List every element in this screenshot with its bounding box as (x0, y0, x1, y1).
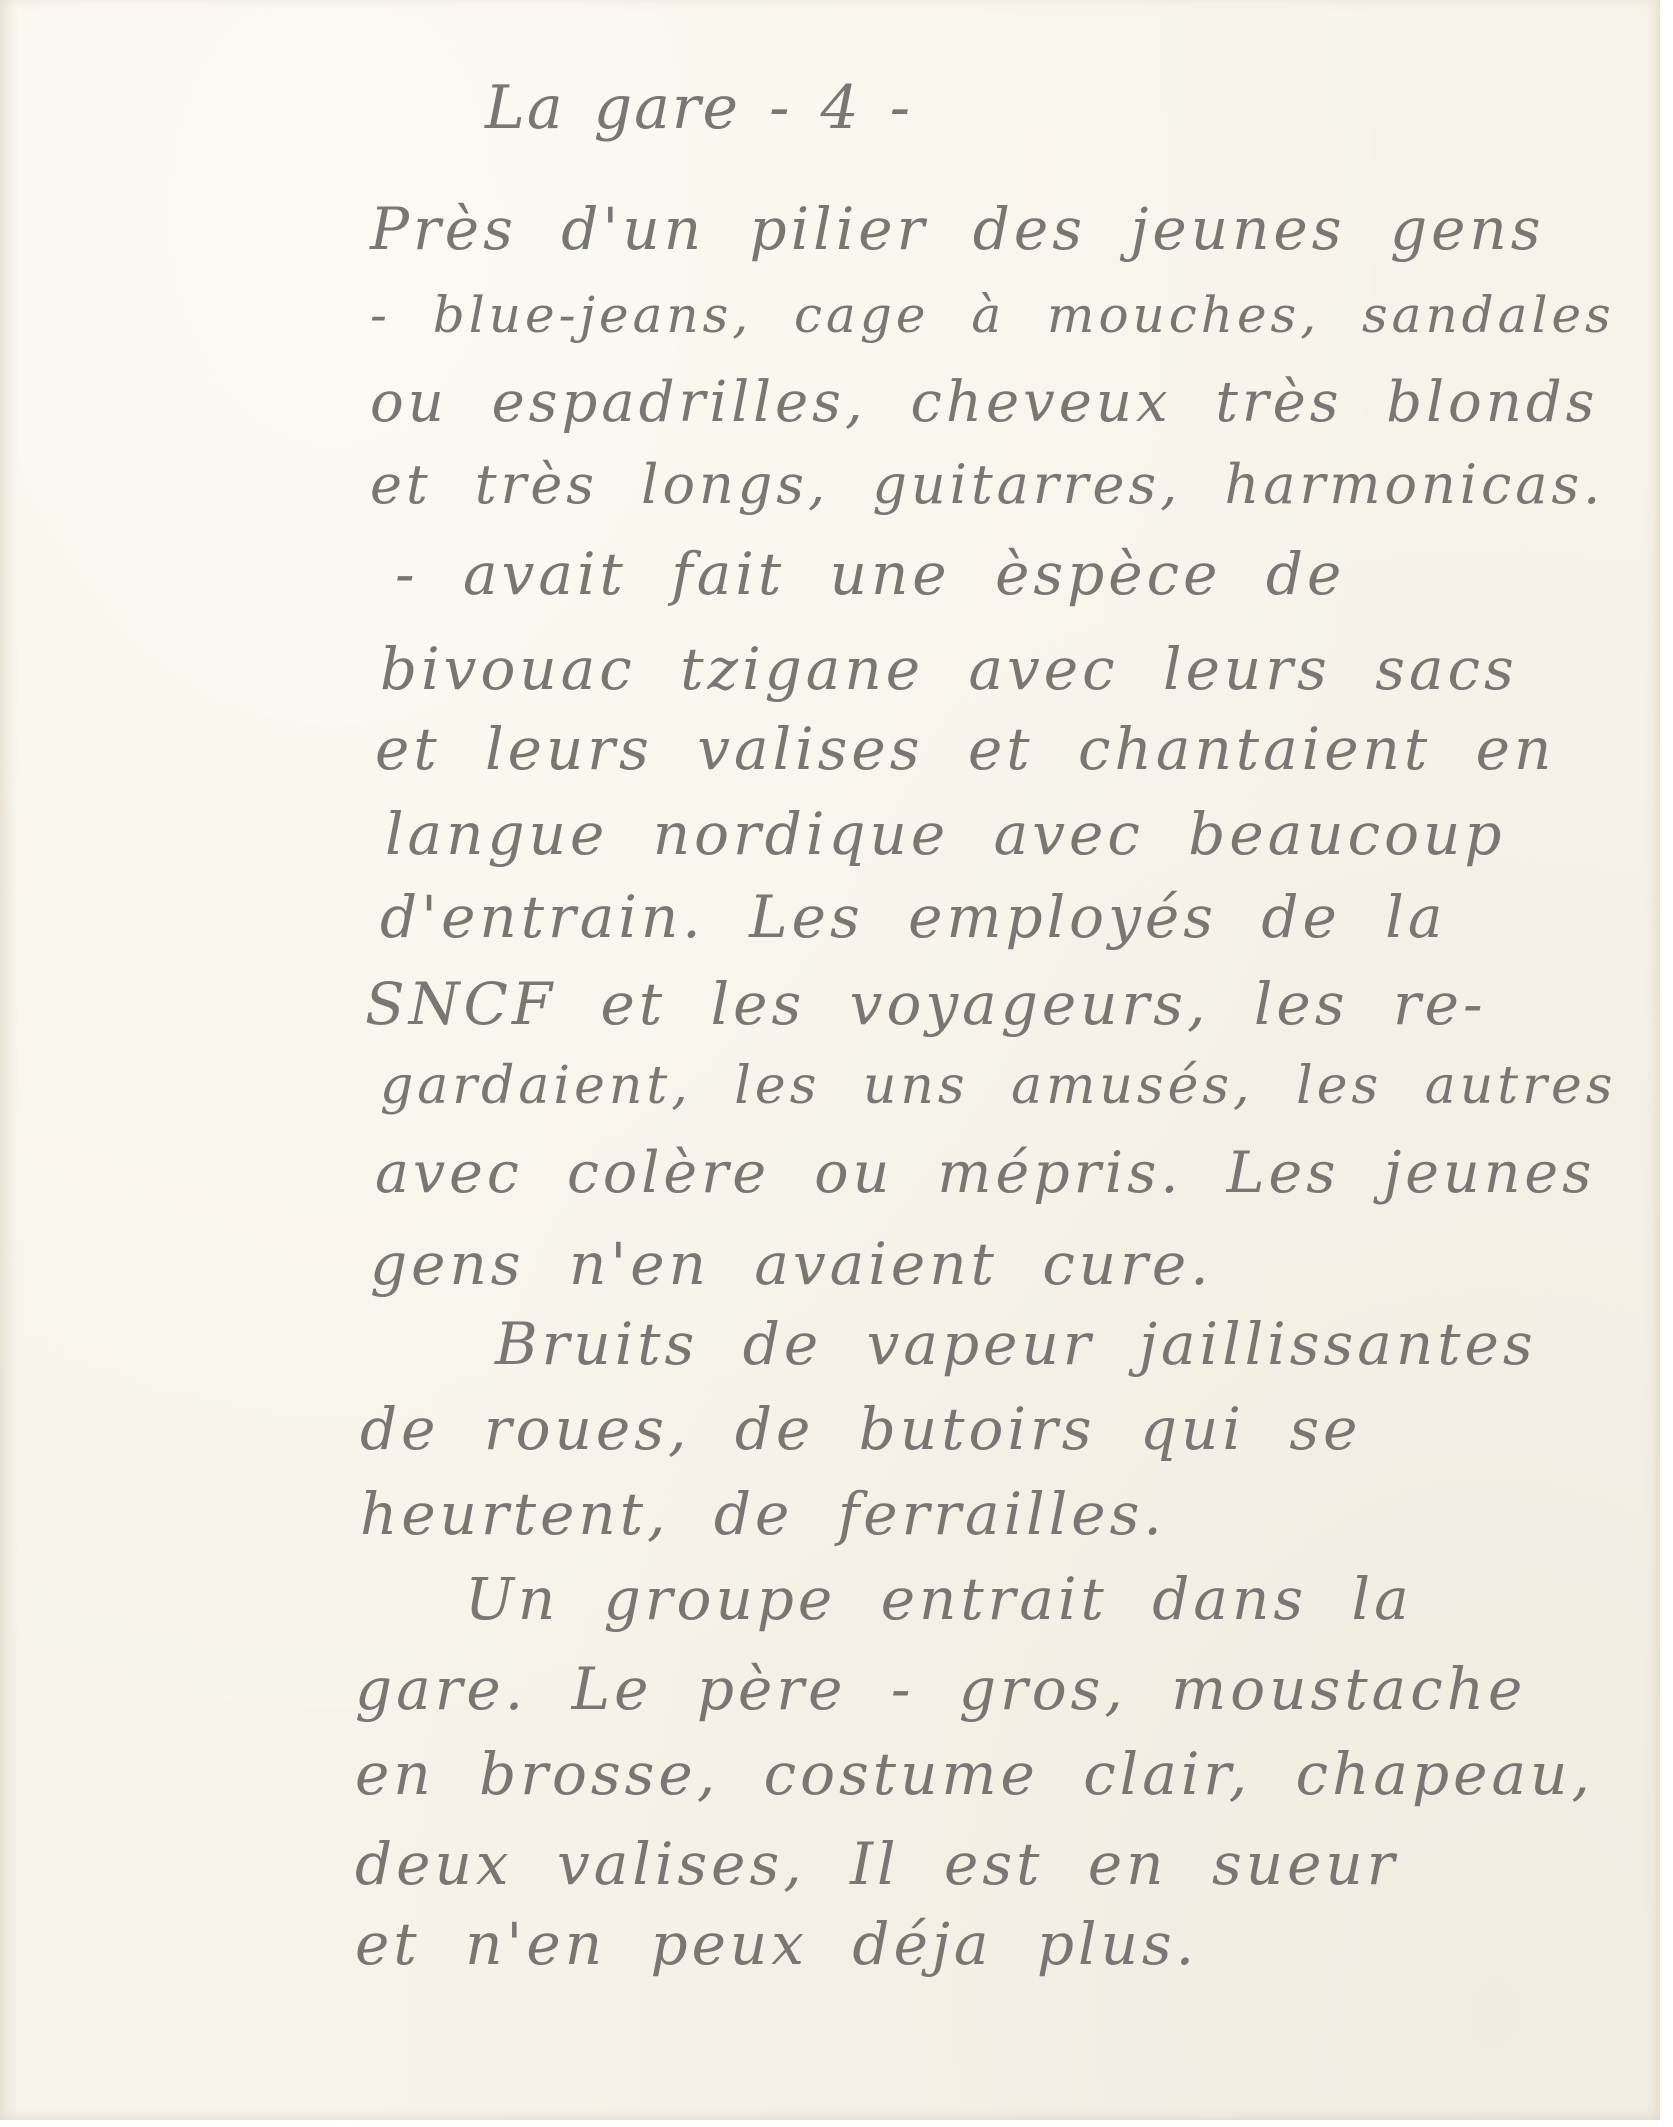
manuscript-line: Un groupe entrait dans la (465, 1565, 1413, 1633)
manuscript-line: SNCF et les voyageurs, les re- (365, 970, 1487, 1038)
manuscript-line: Bruits de vapeur jaillissantes (495, 1310, 1537, 1378)
manuscript-line: avec colère ou mépris. Les jeunes (375, 1140, 1596, 1206)
manuscript-line: heurtent, de ferrailles. (360, 1480, 1166, 1548)
manuscript-line: et n'en peux déja plus. (355, 1910, 1199, 1978)
manuscript-line: langue nordique avec beaucoup (385, 800, 1506, 868)
manuscript-line: bivouac tzigane avec leurs sacs (380, 635, 1518, 703)
manuscript-line: d'entrain. Les employés de la (380, 883, 1447, 951)
manuscript-line: deux valises, Il est en sueur (355, 1830, 1399, 1898)
manuscript-line: et leurs valises et chantaient en (375, 715, 1556, 783)
manuscript-line: Près d'un pilier des jeunes gens (370, 195, 1545, 263)
manuscript-line: - blue-jeans, cage à mouches, sandales (370, 286, 1615, 344)
manuscript-line: - avait fait une èspèce de (395, 540, 1346, 608)
manuscript-line: gens n'en avaient cure. (370, 1230, 1213, 1298)
manuscript-line: gardaient, les uns amusés, les autres (380, 1056, 1617, 1116)
manuscript-line: de roues, de butoirs qui se (360, 1395, 1362, 1463)
manuscript-line: gare. Le père - gros, moustache (355, 1655, 1527, 1723)
manuscript-heading: La gare - 4 - (485, 73, 912, 143)
manuscript-line: en brosse, costume clair, chapeau, (355, 1740, 1594, 1808)
manuscript-line: et très longs, guitarres, harmonicas. (370, 453, 1605, 516)
manuscript-line: ou espadrilles, cheveux très blonds (370, 370, 1599, 435)
